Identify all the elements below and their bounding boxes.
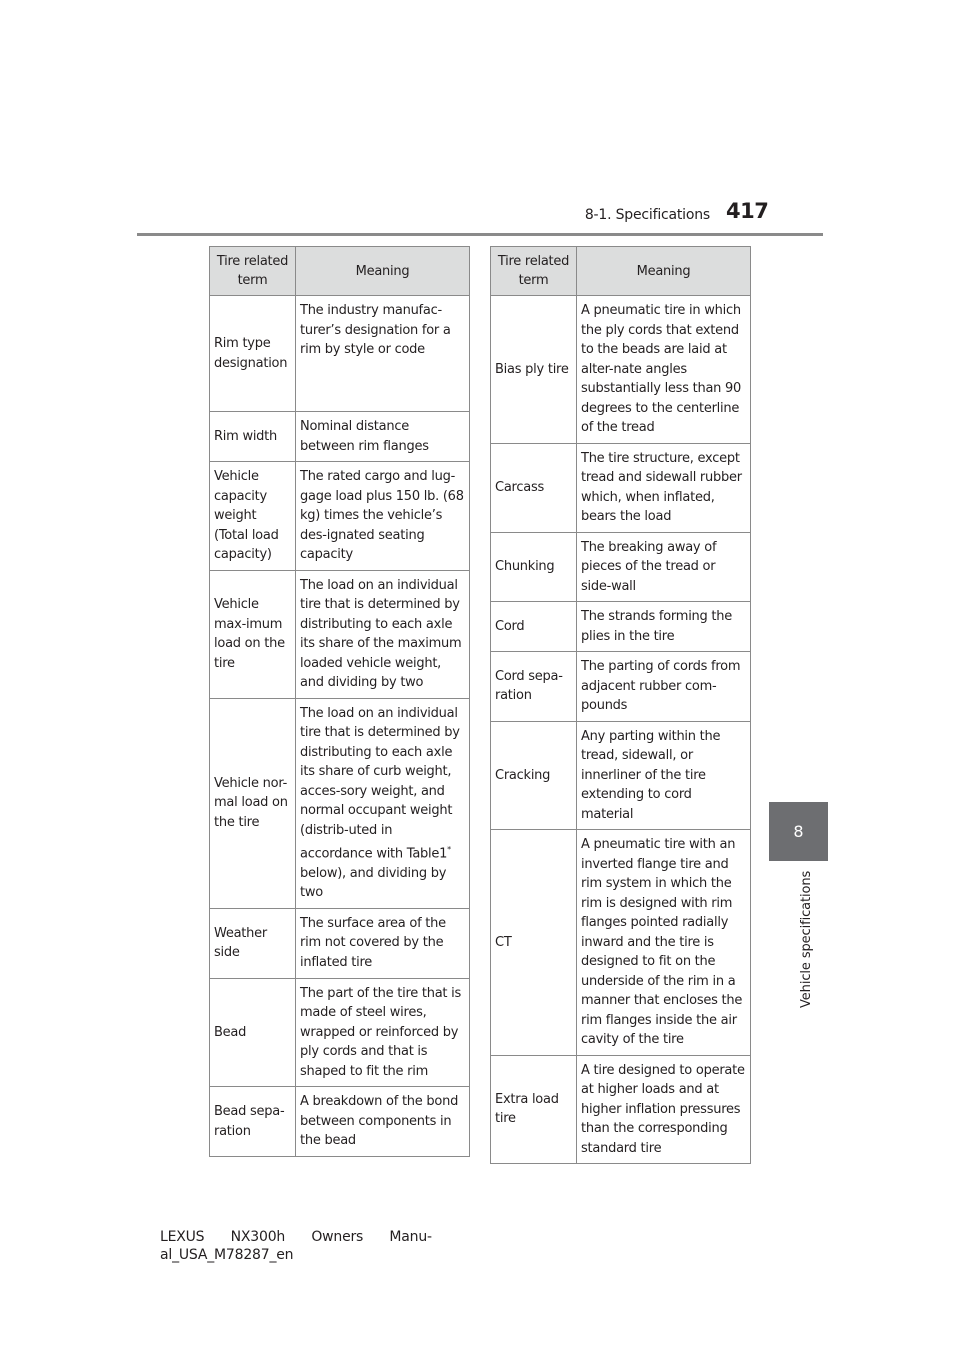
meaning-cell: Any parting within the tread, sidewall, or innerliner of the tire extending to cord material [577,721,751,830]
chapter-title: Vehicle specifications [799,870,814,1008]
table-row [491,602,751,652]
meaning-cell: A tire designed to operate at higher loads and at higher inflation pressures than the corresponding standard tire [577,1055,751,1164]
meaning-cell: The part of the tire that is made of steel wires, wrapped or reinforced by ply cords and that is shaped to fit the rim [296,978,470,1087]
term-cell: Vehicle capacity weight (Total load capacity) [210,462,296,571]
tire-terms-table-left [209,246,470,1157]
table-row [491,296,751,444]
table-row [491,830,751,1056]
term-cell: Cord sepa-ration [491,652,577,722]
meaning-cell: A pneumatic tire in which the ply cords that extend to the beads are laid at alter-nate angles substantially less than 90 degrees to the centerline of the tread [577,296,751,444]
term-cell: Bias ply tire [491,296,577,444]
chapter-tab: 8 [769,802,828,861]
header-meaning: Meaning [296,247,470,296]
page-number: 417 [726,199,769,223]
table-row [491,721,751,830]
table-header-row [491,247,751,296]
tire-terms-table-right [490,246,751,1164]
meaning-cell: Nominal distance between rim flanges [296,412,470,462]
table-row [210,908,470,978]
table-row [210,698,470,908]
term-cell: Chunking [491,532,577,602]
meaning-cell: A pneumatic tire with an inverted flange tire and rim system in which the rim is designed with rim flanges pointed radially inward and the tire is designed to fit on the underside of the rim in a manner that encloses the rim flanges inside the air cavity of the tire [577,830,751,1056]
table-row [210,1087,470,1157]
table-row [210,296,470,412]
table-row [491,652,751,722]
meaning-text-tail: below), and dividing by two [300,865,447,901]
table-header-row [210,247,470,296]
meaning-cell: The industry manufac-turer’s designation for a rim by style or code [296,296,470,412]
meaning-cell: The load on an individual tire that is determined by distributing to each axle its share of the maximum loaded vehicle weight, and dividing by two [296,570,470,698]
meaning-cell: The rated cargo and lug-gage load plus 150 lb. (68 kg) times the vehicle’s des-ignated seating capacity [296,462,470,571]
meaning-text: The load on an individual tire that is determined by distributing to each axle its share of curb weight, acces-sory weight, and normal occupant weight (distrib-uted in accordance with Table1 [300,705,460,862]
term-cell: CT [491,830,577,1056]
footer-line-2: al_USA_M78287_en [160,1247,294,1263]
table-row [210,412,470,462]
term-cell: Carcass [491,443,577,532]
section-title: 8-1. Specifications [584,207,710,223]
header-meaning: Meaning [577,247,751,296]
table-row [491,532,751,602]
table-row [210,570,470,698]
footer [160,1228,432,1264]
meaning-cell: The surface area of the rim not covered by the inflated tire [296,908,470,978]
header-term: Tire related term [491,247,577,296]
term-cell: Rim width [210,412,296,462]
meaning-cell: The strands forming the plies in the tire [577,602,751,652]
table-row [491,443,751,532]
meaning-cell: The parting of cords from adjacent rubber com-pounds [577,652,751,722]
term-cell: Rim type designation [210,296,296,412]
footer-line-1: LEXUS NX300h Owners Manu- [160,1229,432,1245]
term-cell: Extra load tire [491,1055,577,1164]
meaning-cell: The tire structure, except tread and sidewall rubber which, when inflated, bears the load [577,443,751,532]
term-cell: Cracking [491,721,577,830]
meaning-cell: A breakdown of the bond between components in the bead [296,1087,470,1157]
footnote-marker: * [447,845,451,854]
table-row [210,462,470,571]
term-cell: Vehicle nor-mal load on the tire [210,698,296,908]
header-term: Tire related term [210,247,296,296]
header-divider [137,233,823,236]
term-cell: Bead [210,978,296,1087]
term-cell: Bead sepa-ration [210,1087,296,1157]
term-cell: Weather side [210,908,296,978]
meaning-cell [296,698,470,908]
term-cell: Cord [491,602,577,652]
meaning-cell: The breaking away of pieces of the tread or side-wall [577,532,751,602]
table-row [491,1055,751,1164]
term-cell: Vehicle max-imum load on the tire [210,570,296,698]
table-row [210,978,470,1087]
